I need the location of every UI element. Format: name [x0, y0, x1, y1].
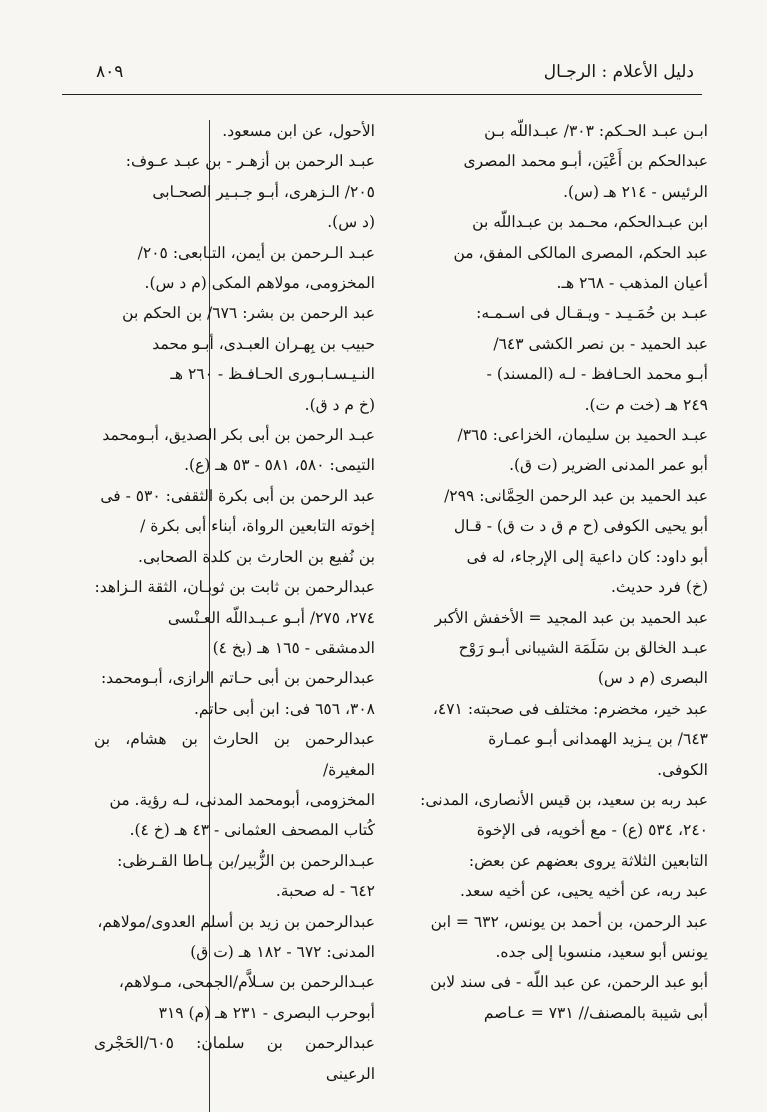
index-line: ابـن عبـد الحـكم: ٣٠٣/ عبـداللّه بـن — [484, 122, 708, 140]
index-line: عبد الحميد بن عبد الرحمن الحِمَّانى: ٢٩٩/ — [444, 486, 708, 505]
index-line: المدنى: ٦٧٢ - ١٨٢ هـ (ت ق) — [190, 942, 375, 961]
index-line: أبو عمر المدنى الضرير (ت ق). — [509, 456, 708, 475]
index-line: التيمى: ٥٨٠، ٥٨١ - ٥٣ هـ (ع). — [184, 456, 375, 475]
index-line: (خ م د ق). — [304, 395, 375, 414]
index-line: (خ) فرد حديث. — [611, 578, 708, 597]
index-line: ٦٤٢ - له صحبة. — [275, 882, 375, 901]
index-line: ٢٤٩ هـ (خت م ت). — [584, 395, 708, 414]
index-line: عبدالرحمن بن ثابت بن ثوبـان، الثقة الـزاهد: — [94, 578, 375, 597]
index-line: أبو داود: كان داعية إلى الإرجاء، له فى — [466, 547, 708, 566]
index-line: أبى شيبة بالمصنف// ٧٣١ = عـاصم — [483, 1003, 708, 1022]
index-line: الكوفى. — [657, 760, 708, 779]
index-line: حبيب بن بِهـران العبـدى، أبـو محمد — [152, 334, 375, 353]
index-line: (د س). — [327, 213, 375, 232]
index-line: ٢٤٠، ٥٣٤ (ع) - مع أخويه، فى الإخوة — [476, 821, 708, 840]
index-line: إخوته التابعين الرواة، أبناء أبى بكرة / — [140, 517, 375, 536]
index-line: ٣٠٨، ٦٥٦ فى: ابن أبى حاتم. — [194, 699, 375, 718]
index-line: أبـو محمد الحـافظ - لـه (المسند) - — [486, 365, 708, 384]
index-line: عبـدالرحمن بن سـلاَّم/الجمحى، مـولاهم، — [118, 973, 375, 992]
index-line: عبد خير، مخضرم: مختلف فى صحبته: ٤٧١، — [432, 699, 708, 718]
index-line: الرئيس - ٢١٤ هـ (س). — [563, 182, 708, 201]
index-line: عبـد الخالق بن سَلَمَة الشيبانى أبـو رَوْح — [458, 638, 708, 657]
index-line: عبدالحكم بن أَعْيَن، أبـو محمد المصرى — [463, 152, 708, 171]
index-line: التابعين الثلاثة يروى بعضهم عن بعض: — [468, 851, 708, 870]
index-line: أعيان المذهب - ٢٦٨ هـ. — [556, 274, 708, 293]
index-line: يونس أبو سعيد، منسوبا إلى جده. — [495, 942, 708, 961]
index-line: المخزومى، مولاهم المكى (م د س). — [144, 274, 375, 293]
index-line: أبو يحيى الكوفى (ح م ق د ت ق) - قـال — [453, 517, 708, 536]
index-line: عبدالرحمن بن زيد بن أسلم العدوى/مولاهم، — [97, 912, 375, 931]
index-line: ٦٤٣/ بن يـزيد الهمدانى أبـو عمـارة — [488, 730, 708, 749]
index-line: ابن عبـدالحكم، محـمد بن عبـداللّه بن — [472, 213, 708, 232]
index-column-right — [410, 116, 708, 1028]
index-line: عبد الرحمن بن بشر: ٦٧٦/ بن الحكم بن — [122, 304, 375, 323]
index-column-left — [94, 116, 375, 1089]
index-line: ٢٠٥/ الـزهرى، أبـو جـبـير الصحـابى — [152, 182, 375, 201]
index-line: كُتاب المصحف العثمانى - ٤٣ هـ (خ ٤). — [129, 821, 375, 840]
page-number: ٨٠٩ — [96, 62, 124, 82]
index-line: عبد الحميد - بن نصر الكشى ٦٤٣/ — [493, 334, 708, 353]
index-line: عبـد الرحمن بن أبى بكر الصديق، أبـومحمد — [102, 426, 375, 445]
index-line: عبـد بن حُمَـيـد - ويـقـال فى اسـمـه: — [476, 304, 708, 323]
index-line: الأحول، عن ابن مسعود. — [222, 122, 375, 140]
index-line: عبد ربه، عن أخيه يحيى، عن أخيه سعد. — [460, 882, 708, 901]
index-line: النـيـسـابـورى الحـافـظ - ٢٦٠ هـ — [170, 365, 375, 384]
index-line: الدمشقى - ١٦٥ هـ (بخ ٤) — [212, 638, 375, 657]
index-line: ٢٧٤، ٢٧٥/ أبـو عـبـداللّه العـنْسى — [167, 608, 375, 627]
index-line: أبو عبد الرحمن، عن عبد اللّه - فى سند لابن — [430, 973, 708, 992]
index-line: عبد الحكم، المصرى المالكى المفق، من — [453, 243, 708, 262]
index-line: عبدالرحمن بن أبى حـاتم الرازى، أبـومحمد: — [100, 669, 375, 688]
index-line: عبـدالرحمن بن الزُّبير/بن بـاطا القـرظى: — [117, 851, 375, 870]
index-line: عبد الرحمن بن أبى بكرة الثقفى: ٥٣٠ - فى — [100, 486, 375, 505]
index-line: المخزومى، أبومحمد المدنى، لـه رؤية. من — [109, 790, 375, 809]
index-line: عبـد الـرحمن بن أيمن، التـابعى: ٢٠٥/ — [137, 243, 375, 262]
index-line: عبـد الحميد بن سليمان، الخزاعى: ٣٦٥/ — [457, 426, 708, 445]
index-line: بن نُفيع بن الحارث بن كلدة الصحابى. — [138, 547, 375, 566]
index-line: عبـد الرحمن بن أزهـر - بن عبـد عـوف: — [125, 152, 375, 171]
index-line: عبد ربه بن سعيد، بن قيس الأنصارى، المدنى: — [420, 790, 708, 809]
index-line: عبد الرحمن، بن أحمد بن يونس، ٦٣٢ = ابن — [430, 912, 708, 931]
index-line: أبوحرب البصرى - ٢٣١ هـ (م) ٣١٩ — [158, 1003, 375, 1022]
index-line: عبدالرحمن بن الحارث بن هشام، بن المغيرة/ — [94, 730, 375, 779]
running-title: دليل الأعلام : الرجـال — [543, 62, 694, 82]
index-line: البصرى (م د س) — [597, 669, 708, 688]
page-header — [62, 58, 702, 95]
index-line: عبدالرحمن بن سلمان: ٦٠٥/الحَجْرى الرعينى — [94, 1034, 375, 1083]
index-line: عبد الحميد بن عبد المجيد = الأخفش الأكبر — [434, 608, 708, 627]
